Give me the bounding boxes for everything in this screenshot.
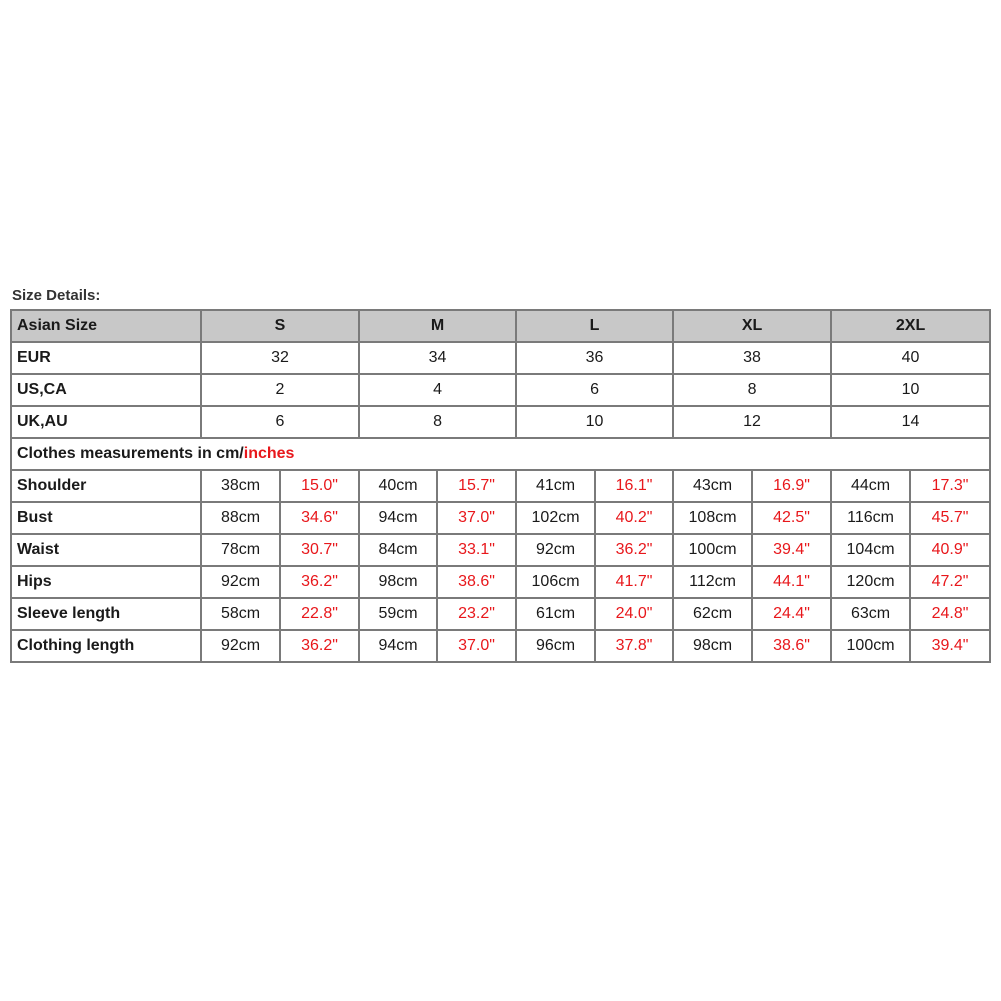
cm-cell: 78cm: [201, 534, 280, 566]
inch-cell: 40.9": [910, 534, 990, 566]
inch-cell: 42.5": [752, 502, 831, 534]
measurement-row-waist: [11, 534, 990, 566]
row-label: UK,AU: [11, 406, 201, 438]
measurement-row-hips: [11, 566, 990, 598]
cm-cell: 112cm: [673, 566, 752, 598]
inch-cell: 37.0": [437, 630, 516, 662]
cm-cell: 98cm: [673, 630, 752, 662]
row-label: Waist: [11, 534, 201, 566]
inch-cell: 37.0": [437, 502, 516, 534]
inch-cell: 41.7": [595, 566, 673, 598]
cm-cell: 106cm: [516, 566, 595, 598]
conversion-row-eur: [11, 342, 990, 374]
row-label: Hips: [11, 566, 201, 598]
table-cell: 8: [359, 406, 516, 438]
cm-cell: 40cm: [359, 470, 437, 502]
inch-cell: 36.2": [595, 534, 673, 566]
row-label: Sleeve length: [11, 598, 201, 630]
cm-cell: 43cm: [673, 470, 752, 502]
cm-cell: 116cm: [831, 502, 910, 534]
measurements-heading: [11, 438, 990, 470]
inch-cell: 24.0": [595, 598, 673, 630]
cm-cell: 96cm: [516, 630, 595, 662]
table-cell: 38: [673, 342, 831, 374]
cm-cell: 58cm: [201, 598, 280, 630]
measurement-row-sleeve-length: [11, 598, 990, 630]
asian-size-header: Asian Size: [11, 310, 201, 342]
conversion-row-us-ca: [11, 374, 990, 406]
cm-cell: 59cm: [359, 598, 437, 630]
measurement-row-bust: [11, 502, 990, 534]
inch-cell: 38.6": [752, 630, 831, 662]
cm-cell: 92cm: [201, 630, 280, 662]
cm-cell: 100cm: [831, 630, 910, 662]
cm-cell: 88cm: [201, 502, 280, 534]
inch-cell: 22.8": [280, 598, 359, 630]
cm-cell: 41cm: [516, 470, 595, 502]
cm-cell: 94cm: [359, 502, 437, 534]
row-label: Bust: [11, 502, 201, 534]
measurement-row-shoulder: [11, 470, 990, 502]
page-title: Size Details:: [12, 287, 101, 304]
row-label: Shoulder: [11, 470, 201, 502]
inch-cell: 44.1": [752, 566, 831, 598]
table-cell: 10: [516, 406, 673, 438]
row-label: US,CA: [11, 374, 201, 406]
cm-cell: 62cm: [673, 598, 752, 630]
inch-cell: 34.6": [280, 502, 359, 534]
cm-cell: 84cm: [359, 534, 437, 566]
conversion-row-uk-au: [11, 406, 990, 438]
table-cell: 4: [359, 374, 516, 406]
row-label: Clothing length: [11, 630, 201, 662]
inch-cell: 15.0": [280, 470, 359, 502]
cm-cell: 92cm: [201, 566, 280, 598]
cm-cell: 98cm: [359, 566, 437, 598]
cm-cell: 102cm: [516, 502, 595, 534]
size-header-2xl: 2XL: [831, 310, 990, 342]
inch-cell: 39.4": [752, 534, 831, 566]
table-cell: 10: [831, 374, 990, 406]
cm-cell: 63cm: [831, 598, 910, 630]
cm-cell: 38cm: [201, 470, 280, 502]
table-cell: 2: [201, 374, 359, 406]
inch-cell: 47.2": [910, 566, 990, 598]
size-header-s: S: [201, 310, 359, 342]
inch-cell: 36.2": [280, 566, 359, 598]
inch-cell: 38.6": [437, 566, 516, 598]
table-cell: 14: [831, 406, 990, 438]
size-header-m: M: [359, 310, 516, 342]
table-cell: 40: [831, 342, 990, 374]
cm-cell: 61cm: [516, 598, 595, 630]
cm-cell: 94cm: [359, 630, 437, 662]
cm-cell: 120cm: [831, 566, 910, 598]
inch-cell: 37.8": [595, 630, 673, 662]
table-header-row: [11, 310, 990, 342]
inch-cell: 15.7": [437, 470, 516, 502]
inch-cell: 23.2": [437, 598, 516, 630]
table-cell: 36: [516, 342, 673, 374]
inch-cell: 33.1": [437, 534, 516, 566]
cm-cell: 100cm: [673, 534, 752, 566]
inch-cell: 36.2": [280, 630, 359, 662]
table-cell: 32: [201, 342, 359, 374]
measurements-heading-accent: inches: [243, 445, 295, 462]
inch-cell: 30.7": [280, 534, 359, 566]
table-cell: 34: [359, 342, 516, 374]
cm-cell: 44cm: [831, 470, 910, 502]
cm-cell: 108cm: [673, 502, 752, 534]
inch-cell: 16.1": [595, 470, 673, 502]
inch-cell: 24.4": [752, 598, 831, 630]
table-cell: 12: [673, 406, 831, 438]
inch-cell: 17.3": [910, 470, 990, 502]
cm-cell: 104cm: [831, 534, 910, 566]
size-header-xl: XL: [673, 310, 831, 342]
table-cell: 6: [516, 374, 673, 406]
inch-cell: 39.4": [910, 630, 990, 662]
size-chart-table: [10, 309, 991, 663]
cm-cell: 92cm: [516, 534, 595, 566]
inch-cell: 45.7": [910, 502, 990, 534]
inch-cell: 40.2": [595, 502, 673, 534]
inch-cell: 16.9": [752, 470, 831, 502]
row-label: EUR: [11, 342, 201, 374]
table-cell: 6: [201, 406, 359, 438]
table-cell: 8: [673, 374, 831, 406]
measurements-heading-row: [11, 438, 990, 470]
inch-cell: 24.8": [910, 598, 990, 630]
measurements-heading-prefix: Clothes measurements in cm/: [17, 445, 244, 462]
size-header-l: L: [516, 310, 673, 342]
measurement-row-clothing-length: [11, 630, 990, 662]
